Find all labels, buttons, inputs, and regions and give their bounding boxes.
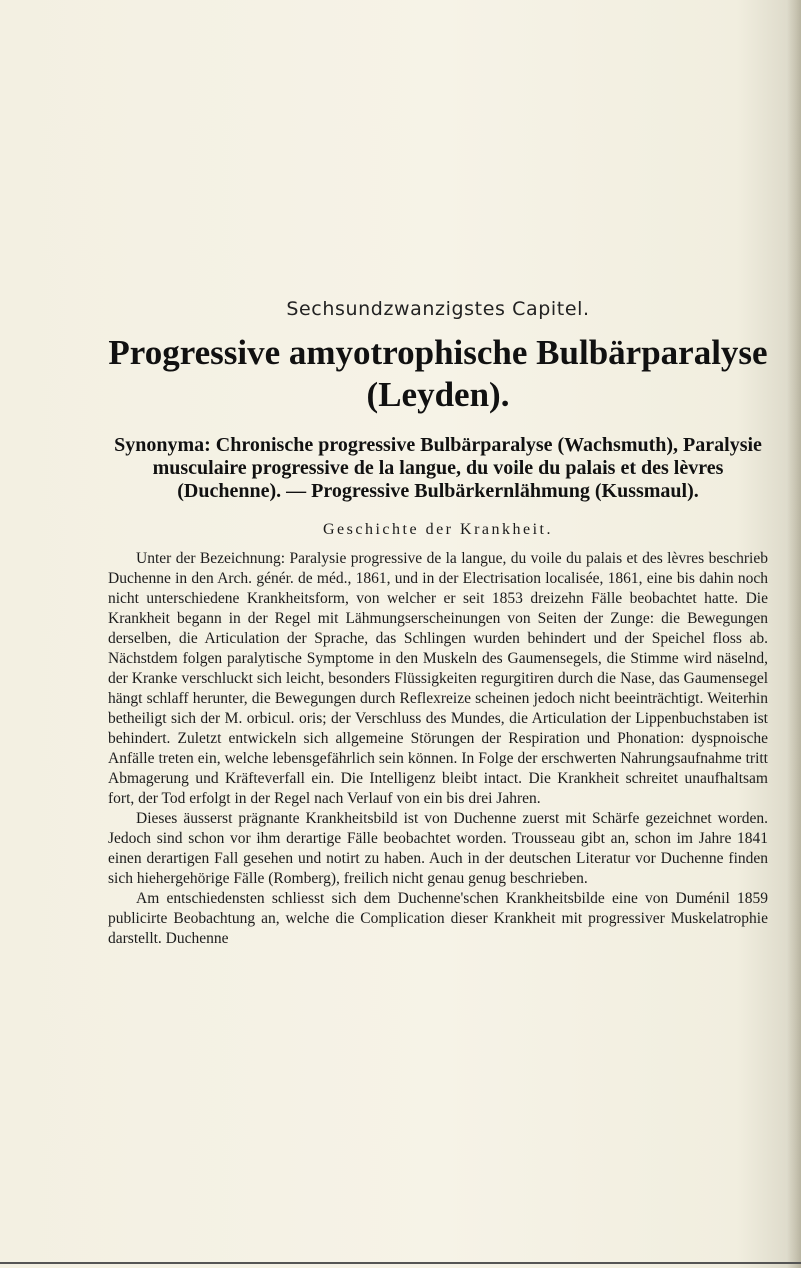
body-paragraph-2: Dieses äusserst prägnante Krankheitsbild ist von Duchenne zuerst mit Schärfe gezeichnet worden. Jedoch sind schon vor ihm derartige Fälle beobachtet worden. Trousseau gibt an, schon im Jahre 1841 einen derartigen Fall gesehen und notirt zu haben. Auch in der deutschen Literatur vor Duchenne finden sich hiehergehörige Fälle (Romberg), freilich nicht genau genug beschrieben. [108,810,768,887]
title-line-1: Progressive amyotrophische Bulbärparalyse [108,333,768,372]
section-heading: Geschichte der Krankheit. [323,521,553,538]
title-line-2: (Leyden). [366,375,510,414]
page-title [108,332,768,416]
synonyma-paragraph: Synonyma: Chronische progressive Bulbärparalyse (Wachsmuth), Paralysie musculaire progressive de la langue, du voile du palais et des lèvres (Duchenne). — Progressive Bulbärkernlähmung (Kussmaul). [114,434,762,502]
page-content [108,298,768,949]
chapter-heading: Sechsundzwanzigstes Capitel. [286,298,590,320]
bottom-rule [0,1262,801,1264]
page-edge-shadow [787,0,801,1268]
body-paragraph-1: Unter der Bezeichnung: Paralysie progressive de la langue, du voile du palais et des lèvres beschrieb Duchenne in den Arch. génér. de méd., 1861, und in der Electrisation localisée, 1861, eine bis dahin noch nicht unterschiedene Krankheitsform, von welcher er seit 1853 dreizehn Fälle beobachtet hatte. Die Krankheit begann in der Regel mit Lähmungserscheinungen von Seiten der Zunge: die Bewegungen derselben, die Articulation der Sprache, das Schlingen wurden behindert und der Speichel floss ab. Nächstdem folgen paralytische Symptome in den Muskeln des Gaumensegels, die Stimme wird näselnd, der Kranke verschluckt sich leicht, besonders Flüssigkeiten regurgitiren durch die Nase, das Gaumensegel hängt schlaff herunter, die Bewegungen durch Reflexreize scheinen jedoch nicht beeinträchtigt. Weiterhin betheiligt sich der M. orbicul. oris; der Verschluss des Mundes, die Articulation der Lippenbuchstaben ist behindert. Zuletzt entwickeln sich allgemeine Störungen der Respiration und Phonation: dyspnoische Anfälle treten ein, welche lebensgefährlich sein können. In Folge der erschwerten Nahrungsaufnahme tritt Abmagerung und Kräfteverfall ein. Die Intelligenz bleibt intact. Die Krankheit schreitet unaufhaltsam fort, der Tod erfolgt in der Regel nach Verlauf von ein bis drei Jahren. [108,550,768,807]
body-paragraph-3: Am entschiedensten schliesst sich dem Duchenne'schen Krankheitsbilde eine von Duménil 1859 publicirte Beobachtung an, welche die Complication dieser Krankheit mit progressiver Muskelatrophie darstellt. Duchenne [108,890,768,947]
